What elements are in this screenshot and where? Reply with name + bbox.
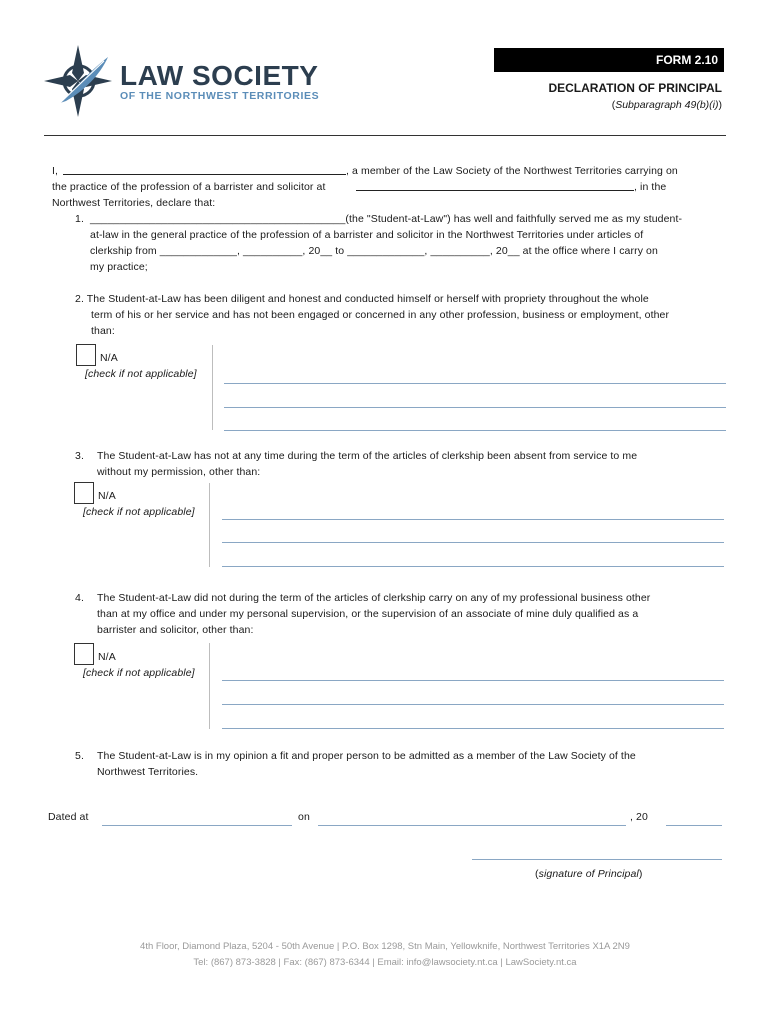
item3-na-hint: [check if not applicable] bbox=[83, 506, 195, 518]
logo-subtitle: OF THE NORTHWEST TERRITORIES bbox=[120, 90, 320, 102]
item4-line3: barrister and solicitor, other than: bbox=[97, 624, 254, 636]
item3-explanation-line-2[interactable] bbox=[222, 542, 724, 543]
item1-line2: at-law in the general practice of the profession of a barrister and solicitor in the Northwest Territories under articles of bbox=[90, 229, 644, 241]
year-label: , 20 bbox=[630, 811, 648, 823]
item4-line2: than at my office and under my personal supervision, or the supervision of an associate of mine duly qualified as a bbox=[97, 608, 639, 620]
signature-field[interactable] bbox=[472, 859, 722, 860]
item4-na-checkbox[interactable] bbox=[74, 643, 94, 665]
item2-divider bbox=[212, 345, 213, 430]
item3-explanation-line-1[interactable] bbox=[222, 519, 724, 520]
practice-location-field[interactable] bbox=[356, 190, 634, 191]
item3-divider bbox=[209, 483, 210, 567]
dated-at-label: Dated at bbox=[48, 811, 89, 823]
intro-line3: Northwest Territories, declare that: bbox=[52, 197, 216, 209]
item5-line1: The Student-at-Law is in my opinion a fit and proper person to be admitted as a member of the Law Society of the bbox=[97, 750, 636, 762]
signature-caption: (signature of Principal) bbox=[535, 868, 643, 880]
intro-prefix: I, bbox=[52, 165, 59, 177]
law-society-logo-icon bbox=[44, 45, 114, 117]
item3-explanation-line-3[interactable] bbox=[222, 566, 724, 567]
item2-na-hint: [check if not applicable] bbox=[85, 368, 197, 380]
form-subtitle: (Subparagraph 49(b)(i)) bbox=[611, 99, 722, 111]
intro-line2-start: the practice of the profession of a barrister and solicitor at bbox=[52, 181, 326, 193]
item5-number: 5. bbox=[75, 750, 84, 762]
header-rule bbox=[44, 135, 726, 136]
footer-contact: Tel: (867) 873-3828 | Fax: (867) 873-6344 | Email: info@lawsociety.nt.ca | LawSociety.nt.ca bbox=[193, 957, 577, 968]
item2-explanation-line-3[interactable] bbox=[224, 430, 726, 431]
item3-na-label: N/A bbox=[98, 490, 116, 502]
item3-line1: The Student-at-Law has not at any time during the term of the articles of clerkship been absent from service to me bbox=[97, 450, 638, 462]
item5-line2: Northwest Territories. bbox=[97, 766, 199, 778]
item4-explanation-line-1[interactable] bbox=[222, 680, 724, 681]
item4-line1: The Student-at-Law did not during the term of the articles of clerkship carry on any of my professional business other bbox=[97, 592, 651, 604]
item4-explanation-line-3[interactable] bbox=[222, 728, 724, 729]
intro-line1: , a member of the Law Society of the Northwest Territories carrying on bbox=[346, 165, 678, 177]
item4-explanation-line-2[interactable] bbox=[222, 704, 724, 705]
item3-number: 3. bbox=[75, 450, 84, 462]
item2-line3: than: bbox=[91, 325, 115, 337]
form-title: DECLARATION OF PRINCIPAL bbox=[548, 81, 722, 95]
item2-na-checkbox[interactable] bbox=[76, 344, 96, 366]
item2-explanation-line-1[interactable] bbox=[224, 383, 726, 384]
item2-na-label: N/A bbox=[100, 352, 118, 364]
year-field[interactable] bbox=[666, 825, 722, 826]
date-field[interactable] bbox=[318, 825, 626, 826]
item4-number: 4. bbox=[75, 592, 84, 604]
on-label: on bbox=[298, 811, 310, 823]
item2-line2: term of his or her service and has not been engaged or concerned in any other profession, business or employment, other bbox=[91, 309, 670, 321]
item1-line3[interactable]: clerkship from _____________, __________, 20__ to _____________, __________, 20__ at the office where I carry on bbox=[90, 245, 658, 257]
item4-divider bbox=[209, 643, 210, 729]
item1-line4: my practice; bbox=[90, 261, 148, 273]
logo-title: LAW SOCIETY bbox=[120, 60, 319, 91]
dated-at-field[interactable] bbox=[102, 825, 292, 826]
intro-line2-end: , in the bbox=[634, 181, 667, 193]
item4-na-label: N/A bbox=[98, 651, 116, 663]
principal-name-field[interactable] bbox=[63, 174, 346, 175]
item4-na-hint: [check if not applicable] bbox=[83, 667, 195, 679]
item3-line2: without my permission, other than: bbox=[97, 466, 261, 478]
form-number-badge: FORM 2.10 bbox=[494, 48, 724, 72]
item2-explanation-line-2[interactable] bbox=[224, 407, 726, 408]
item1-number: 1. bbox=[75, 213, 84, 225]
item1-line1[interactable]: ___________________________________________(the "Student-at-Law") has well and faithfully served me as my student- bbox=[90, 213, 683, 225]
item2-line1: 2. The Student-at-Law has been diligent and honest and conducted himself or herself with propriety throughout the whole bbox=[75, 293, 649, 305]
item3-na-checkbox[interactable] bbox=[74, 482, 94, 504]
footer-address: 4th Floor, Diamond Plaza, 5204 - 50th Avenue | P.O. Box 1298, Stn Main, Yellowknife, Northwest Territories X1A 2N9 bbox=[140, 941, 630, 952]
